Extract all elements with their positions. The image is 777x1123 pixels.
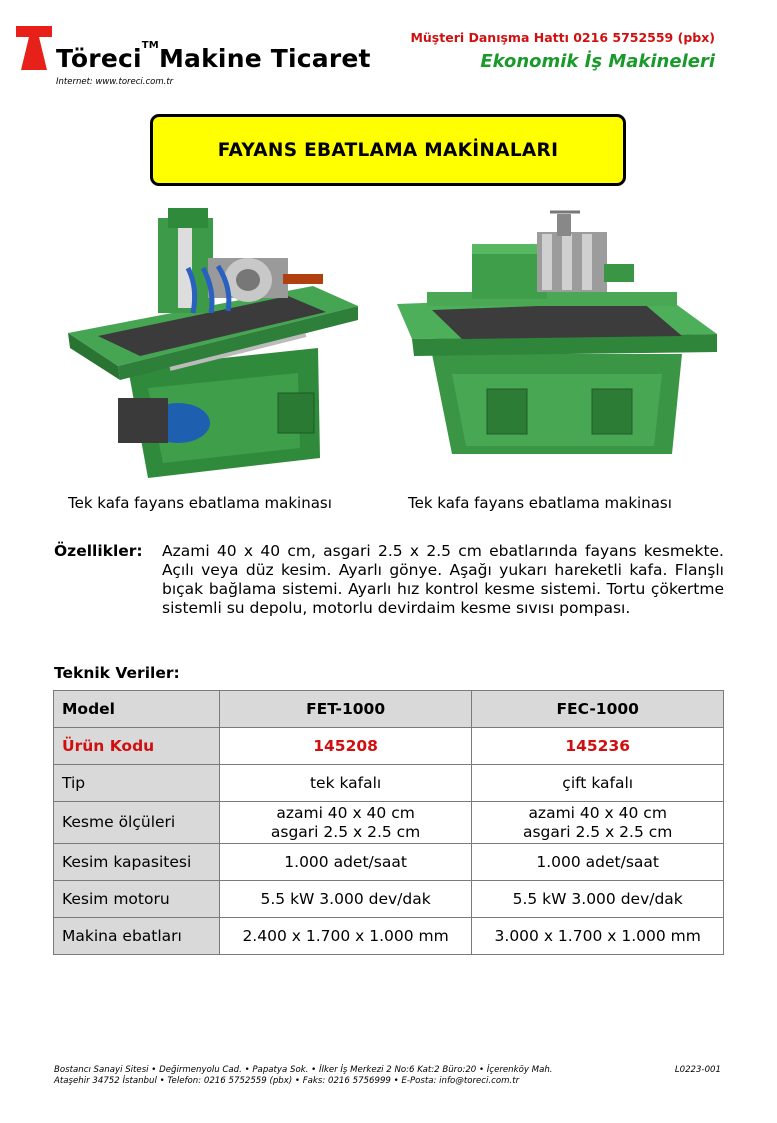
features-text: Azami 40 x 40 cm, asgari 2.5 x 2.5 cm ebatlarında fayans kesmekte. Açılı veya düz kesim. Ayarlı gönye. Aşağı yukarı hareketli kafa. Flanşlı bıçak bağlama sistemi. Ayarlı hız kontrol kesme sistemi. Tortu çökertme sistemli su depolu, motorlu devirdaim kesme sıvısı pompası. [162, 542, 724, 617]
tech-data-title: Teknik Veriler: [54, 664, 180, 682]
machine-photo-1 [58, 208, 376, 486]
cell-value-b [472, 802, 724, 844]
website-text: Internet: www.toreci.com.tr [56, 77, 174, 87]
document-number: L0223-001 [674, 1065, 721, 1075]
footer-address [54, 1065, 553, 1087]
product-code-b: 145236 [472, 728, 724, 765]
photo-caption-2: Tek kafa fayans ebatlama makinası [408, 494, 672, 512]
photo-caption-1: Tek kafa fayans ebatlama makinası [68, 494, 332, 512]
machine-photo-2 [392, 204, 724, 482]
cell-value-b: çift kafalı [472, 765, 724, 802]
cell-value-a: 5.5 kW 3.000 dev/dak [219, 881, 472, 918]
cell-value-b: 5.5 kW 3.000 dev/dak [472, 881, 724, 918]
page-title: FAYANS EBATLAMA MAKİNALARI [217, 139, 559, 161]
machine-2-image [392, 204, 724, 482]
footer-line-2: Ataşehir 34752 İstanbul • Telefon: 0216 5752559 (pbx) • Faks: 0216 5756999 • E-Posta: info@toreci.com.tr [54, 1076, 520, 1086]
cell-line: asgari 2.5 x 2.5 cm [522, 822, 673, 841]
row-label: Kesim kapasitesi [54, 844, 220, 881]
cell-value-b: 1.000 adet/saat [472, 844, 724, 881]
table-row [54, 844, 724, 881]
row-label: Makina ebatları [54, 918, 220, 955]
cell-value-b: 3.000 x 1.700 x 1.000 mm [472, 918, 724, 955]
table-row [54, 802, 724, 844]
footer-line-1: Bostancı Sanayi Sitesi • Değirmenyolu Cad. • Papatya Sok. • İlker İş Merkezi 2 No:6 Kat:2 Büro:20 • İçerenköy Mah. [54, 1065, 553, 1075]
table-header-row [54, 691, 724, 728]
hotline-text: Müşteri Danışma Hattı 0216 5752559 (pbx) [410, 30, 715, 45]
cell-value-a [219, 802, 472, 844]
toreci-logo-icon [14, 26, 54, 70]
table-row [54, 765, 724, 802]
machine-1-image [58, 208, 376, 486]
cell-line: asgari 2.5 x 2.5 cm [270, 822, 421, 841]
cell-line: azami 40 x 40 cm [276, 803, 415, 822]
cell-value-a: tek kafalı [219, 765, 472, 802]
cell-value-a: 2.400 x 1.700 x 1.000 mm [219, 918, 472, 955]
header-model: Model [54, 691, 220, 728]
page-title-box [150, 114, 626, 186]
header-model-b: FEC-1000 [472, 691, 724, 728]
features-label: Özellikler: [54, 542, 143, 560]
table-row [54, 881, 724, 918]
row-label: Kesim motoru [54, 881, 220, 918]
table-row [54, 918, 724, 955]
cell-line: azami 40 x 40 cm [528, 803, 667, 822]
brand-name: Töreci™Makine Ticaret [56, 40, 371, 73]
product-code-row [54, 728, 724, 765]
tech-spec-table [53, 690, 724, 955]
cell-value-a: 1.000 adet/saat [219, 844, 472, 881]
row-label: Kesme ölçüleri [54, 802, 220, 844]
product-code-a: 145208 [219, 728, 472, 765]
slogan-text: Ekonomik İş Makineleri [480, 51, 715, 72]
row-label: Tip [54, 765, 220, 802]
product-code-label: Ürün Kodu [54, 728, 220, 765]
header-model-a: FET-1000 [219, 691, 472, 728]
